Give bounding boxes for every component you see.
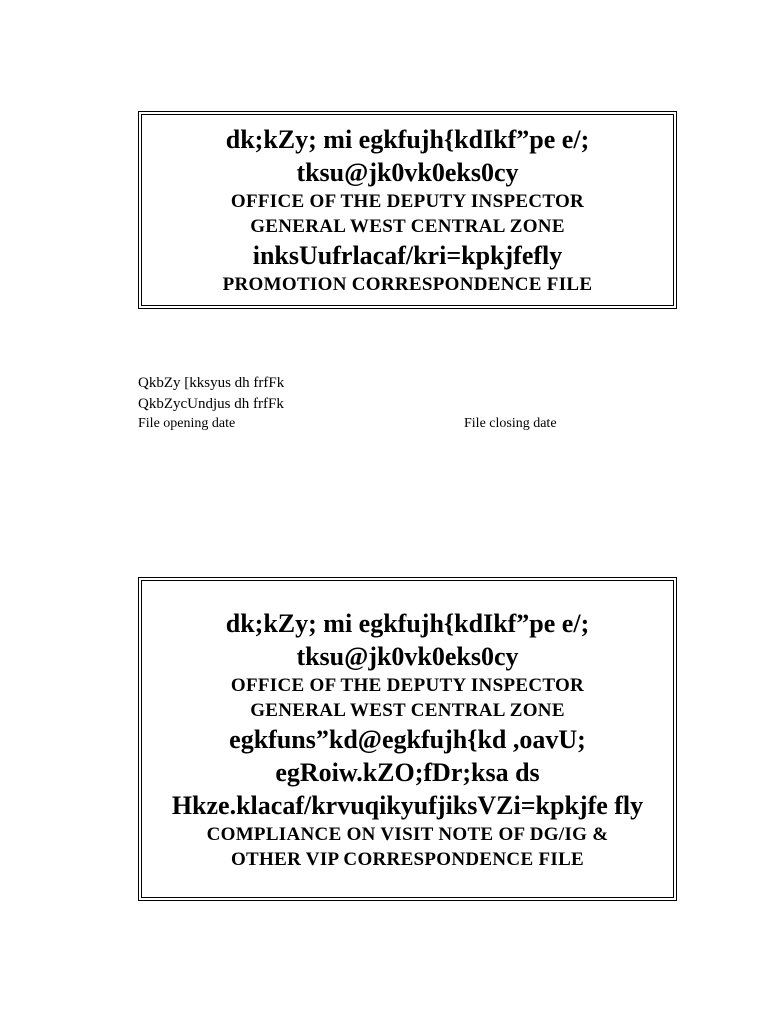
file-title-hindi: inksUufrlacaf/kri=kpkjfefly [252, 241, 563, 270]
office-name-english-line1: OFFICE OF THE DEPUTY INSPECTOR [230, 674, 585, 696]
promotion-file-label-box [138, 111, 677, 309]
file-opening-date-label: File opening date [138, 416, 236, 431]
file-closing-date-hindi: QkbZycUndjus dh frfFk [138, 396, 284, 412]
office-name-hindi-line1: dk;kZy; mi egkfujh{kdIkf”pe e/; [225, 608, 590, 638]
office-name-hindi-line2: tksu@jk0vk0eks0cy [296, 641, 519, 671]
file-title-english: PROMOTION CORRESPONDENCE FILE [222, 274, 593, 295]
file-opening-date-hindi: QkbZy [kksyus dh frfFk [138, 375, 285, 391]
compliance-file-label-box [138, 577, 677, 901]
office-name-english-line2: GENERAL WEST CENTRAL ZONE [250, 216, 565, 237]
office-name-hindi-line2: tksu@jk0vk0eks0cy [296, 158, 519, 187]
office-name-english-line1: OFFICE OF THE DEPUTY INSPECTOR [230, 191, 585, 212]
file-subject-english-line1: COMPLIANCE ON VISIT NOTE OF DG/IG & [206, 823, 609, 845]
office-name-english-line2: GENERAL WEST CENTRAL ZONE [250, 699, 565, 721]
file-closing-date-label: File closing date [464, 416, 557, 431]
file-subject-hindi: egkfuns”kd@egkfujh{kd ,oavU; egRoiw.kZO;fDr;ksa ds Hkze.klacaf/krvuqikyufjiksVZi=kpkjfe fly [171, 724, 644, 820]
file-subject-english-line2: OTHER VIP CORRESPONDENCE FILE [230, 848, 585, 870]
office-name-hindi-line1: dk;kZy; mi egkfujh{kdIkf”pe e/; [225, 125, 590, 154]
